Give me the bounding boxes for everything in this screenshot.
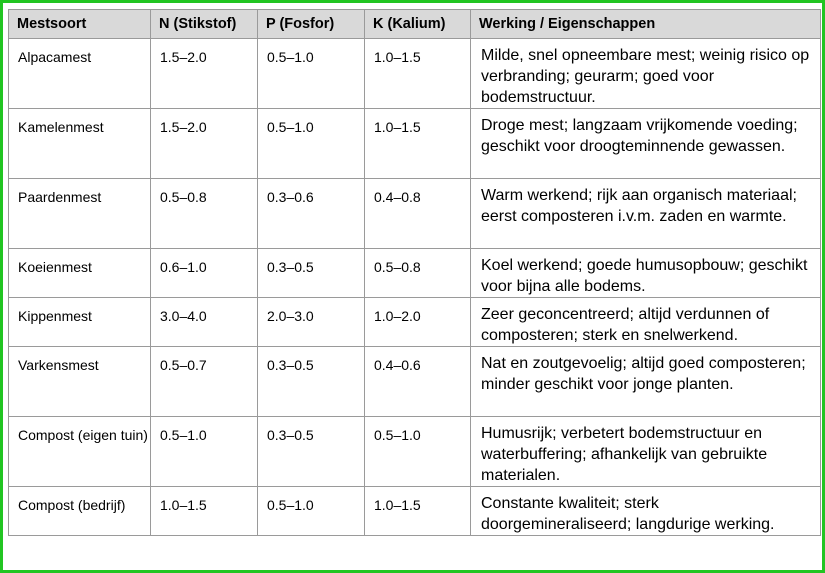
cell-nitrogen: 1.5–2.0 — [151, 39, 258, 109]
cell-nitrogen: 0.5–1.0 — [151, 417, 258, 487]
table-header-row — [9, 10, 821, 39]
table-row — [9, 179, 821, 249]
cell-nitrogen: 1.5–2.0 — [151, 109, 258, 179]
cell-phosphorus: 0.3–0.5 — [258, 417, 365, 487]
header-manure-type: Mestsoort — [9, 10, 151, 39]
cell-effect: Koel werkend; goede humusopbouw; geschikt voor bijna alle bodems. — [471, 249, 821, 298]
header-potassium: K (Kalium) — [365, 10, 471, 39]
table-row — [9, 298, 821, 347]
cell-phosphorus: 0.5–1.0 — [258, 109, 365, 179]
header-effect: Werking / Eigenschappen — [471, 10, 821, 39]
cell-potassium: 1.0–2.0 — [365, 298, 471, 347]
header-nitrogen: N (Stikstof) — [151, 10, 258, 39]
manure-nutrient-table — [8, 9, 821, 536]
cell-phosphorus: 0.5–1.0 — [258, 487, 365, 536]
cell-phosphorus: 0.3–0.5 — [258, 347, 365, 417]
cell-potassium: 0.4–0.6 — [365, 347, 471, 417]
cell-manure-type: Koeienmest — [9, 249, 151, 298]
cell-manure-type: Kippenmest — [9, 298, 151, 347]
cell-phosphorus: 0.5–1.0 — [258, 39, 365, 109]
table-row — [9, 109, 821, 179]
cell-nitrogen: 3.0–4.0 — [151, 298, 258, 347]
table-row — [9, 417, 821, 487]
cell-phosphorus: 0.3–0.6 — [258, 179, 365, 249]
cell-effect: Humusrijk; verbetert bodemstructuur en waterbuffering; afhankelijk van gebruikte materialen. — [471, 417, 821, 487]
cell-manure-type: Paardenmest — [9, 179, 151, 249]
cell-nitrogen: 0.5–0.7 — [151, 347, 258, 417]
cell-effect: Nat en zoutgevoelig; altijd goed composteren; minder geschikt voor jonge planten. — [471, 347, 821, 417]
cell-nitrogen: 0.6–1.0 — [151, 249, 258, 298]
cell-phosphorus: 2.0–3.0 — [258, 298, 365, 347]
cell-nitrogen: 0.5–0.8 — [151, 179, 258, 249]
cell-effect: Milde, snel opneembare mest; weinig risico op verbranding; geurarm; goed voor bodemstructuur. — [471, 39, 821, 109]
cell-nitrogen: 1.0–1.5 — [151, 487, 258, 536]
cell-effect: Droge mest; langzaam vrijkomende voeding; geschikt voor droogteminnende gewassen. — [471, 109, 821, 179]
cell-phosphorus: 0.3–0.5 — [258, 249, 365, 298]
cell-effect: Constante kwaliteit; sterk doorgemineraliseerd; langdurige werking. — [471, 487, 821, 536]
cell-manure-type: Alpacamest — [9, 39, 151, 109]
cell-manure-type: Kamelenmest — [9, 109, 151, 179]
cell-manure-type: Compost (eigen tuin) — [9, 417, 151, 487]
table-row — [9, 249, 821, 298]
header-phosphorus: P (Fosfor) — [258, 10, 365, 39]
cell-potassium: 0.5–0.8 — [365, 249, 471, 298]
cell-potassium: 1.0–1.5 — [365, 39, 471, 109]
cell-potassium: 1.0–1.5 — [365, 487, 471, 536]
cell-effect: Warm werkend; rijk aan organisch materiaal; eerst composteren i.v.m. zaden en warmte. — [471, 179, 821, 249]
cell-potassium: 0.5–1.0 — [365, 417, 471, 487]
table-row — [9, 347, 821, 417]
table-row — [9, 39, 821, 109]
cell-potassium: 1.0–1.5 — [365, 109, 471, 179]
cell-manure-type: Varkensmest — [9, 347, 151, 417]
cell-manure-type: Compost (bedrijf) — [9, 487, 151, 536]
table-row — [9, 487, 821, 536]
cell-effect: Zeer geconcentreerd; altijd verdunnen of composteren; sterk en snelwerkend. — [471, 298, 821, 347]
cell-potassium: 0.4–0.8 — [365, 179, 471, 249]
